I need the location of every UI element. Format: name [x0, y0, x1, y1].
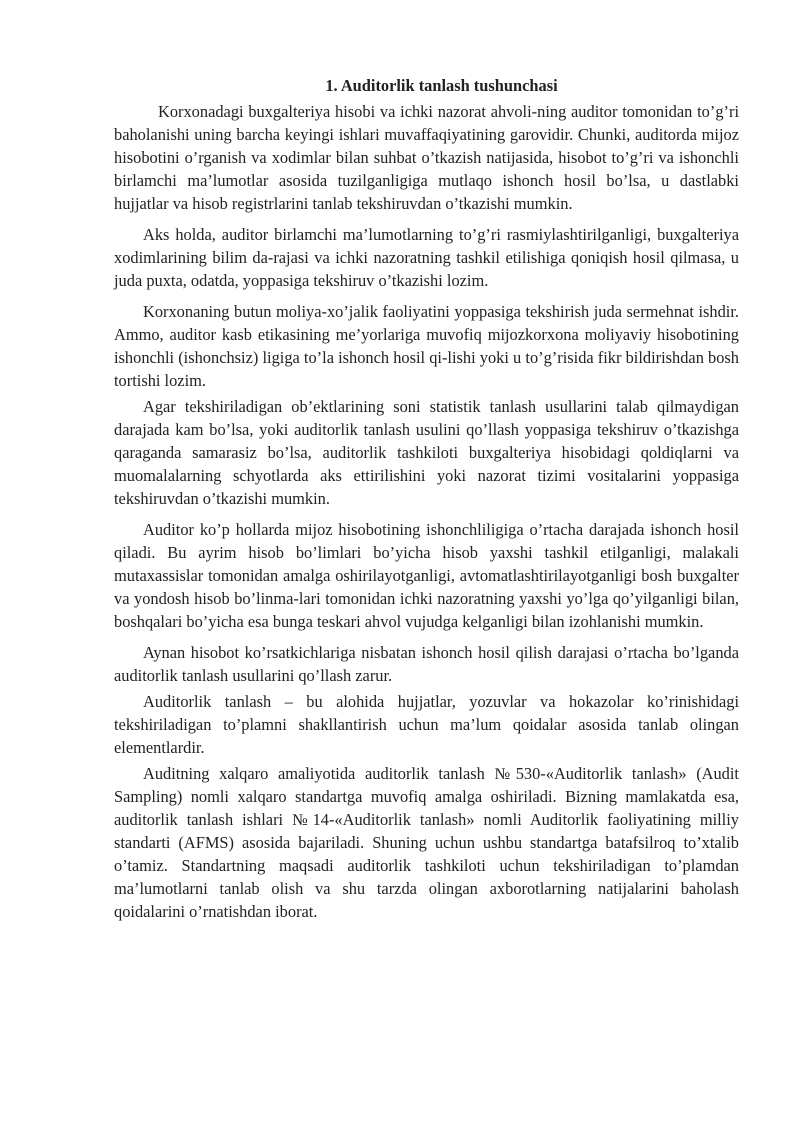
document-page — [114, 74, 739, 923]
paragraph-1: Korxonadagi buxgalteriya hisobi va ichki nazorat ahvoli-ning auditor tomonidan to’g’ri baholanishi uning barcha keyingi ishlari muvaffaqiyatining garovidir. Chunki, auditorda mijoz hisobotini o’rganish va xodimlar bilan suhbat o’tkazish natijasida, hisobot to’g’ri va ishonchli birlamchi ma’lumotlar asosida tuzilganligiga mutlaqo ishonch hosil bo’lsa, u dastlabki hujjatlar va hisob registrlarini tanlab tekshiruvdan o’tkazishi mumkin. — [114, 102, 739, 213]
paragraph-2: Aks holda, auditor birlamchi ma’lumotlarning to’g’ri rasmiylashtirilganligi, buxgalteriya xodimlarining bilim da-rajasi va ichki nazoratning tashkil etilishiga qoniqish hosil qilmasa, u juda puxta, odatda, yoppasiga tekshiruv o’tkazishi lozim. — [114, 225, 739, 290]
paragraph-4: Agar tekshiriladigan ob’ektlarining soni statistik tanlash usullarini talab qilmaydigan darajada kam bo’lsa, yoki auditorlik tanlash usulini qo’llash yoppasiga tekshiruv o’tkazishga qaraganda samarasiz bo’lsa, auditorlik tashkiloti buxgalteriya hisobidagi qoldiqlarni va muomalalarning schyotlarda aks ettirilishini yoki nazorat tizimi vositalarini yoppasiga tekshiruvdan o’tkazishi mumkin. — [114, 397, 739, 508]
paragraph-3: Korxonaning butun moliya-xo’jalik faoliyatini yoppasiga tekshirish juda sermehnat ishdir. Ammo, auditor kasb etikasining me’yorlariga muvofiq mijozkorxona moliyaviy hisobotining ishonchli (ishonchsiz) ligiga to’la ishonch hosil qi-lishi yoki u to’g’risida fikr bildirishdan bosh tortishi lozim. — [114, 302, 739, 390]
section-title: 1. Auditorlik tanlash tushunchasi — [325, 76, 558, 95]
paragraph-6: Aynan hisobot ko’rsatkichlariga nisbatan ishonch hosil qilish darajasi o’rtacha bo’lganda auditorlik tanlash usullarini qo’llash zarur. — [114, 643, 739, 685]
paragraph-8: Auditning xalqaro amaliyotida auditorlik tanlash №530-«Auditorlik tanlash» (Audit Sampling) nomli xalqaro standartga muvofiq amalga oshiriladi. Bizning mamlakatda esa, auditorlik tanlash ishlari №14-«Auditorlik tanlash» nomli Auditorlik faoliyatining milliy standarti (AFMS) asosida bajariladi. Shuning uchun ushbu standartga batafsilroq to’xtalib o’tamiz. Standartning maqsadi auditorlik tashkiloti uchun tekshiriladigan to’plamdan ma’lumotlarni tanlab olish va shu tarzda olingan axborotlarning natijalarini baholash qoidalarini o’rnatishdan iborat. — [114, 764, 739, 921]
paragraph-7: Auditorlik tanlash – bu alohida hujjatlar, yozuvlar va hokazolar ko’rinishidagi tekshiriladigan to’plamni shakllantirish uchun ma’lum qoidalar asosida tanlab olingan elementlardir. — [114, 692, 739, 757]
paragraph-5: Auditor ko’p hollarda mijoz hisobotining ishonchliligiga o’rtacha darajada ishonch hosil qiladi. Bu ayrim hisob bo’limlari bo’yicha hisob yaxshi tashkil etilganligi, malakali mutaxassislar tomonidan amalga oshirilayotganligi, avtomatlashtirilayotganligi bosh buxgalter va yondosh hisob bo’linma-lari tomonidan ichki nazoratning yaxshi yo’lga qo’yilganligi bilan, boshqalari bo’yicha esa bunga teskari ahvol vujudga kelganligi bilan izohlanishi mumkin. — [114, 520, 739, 631]
